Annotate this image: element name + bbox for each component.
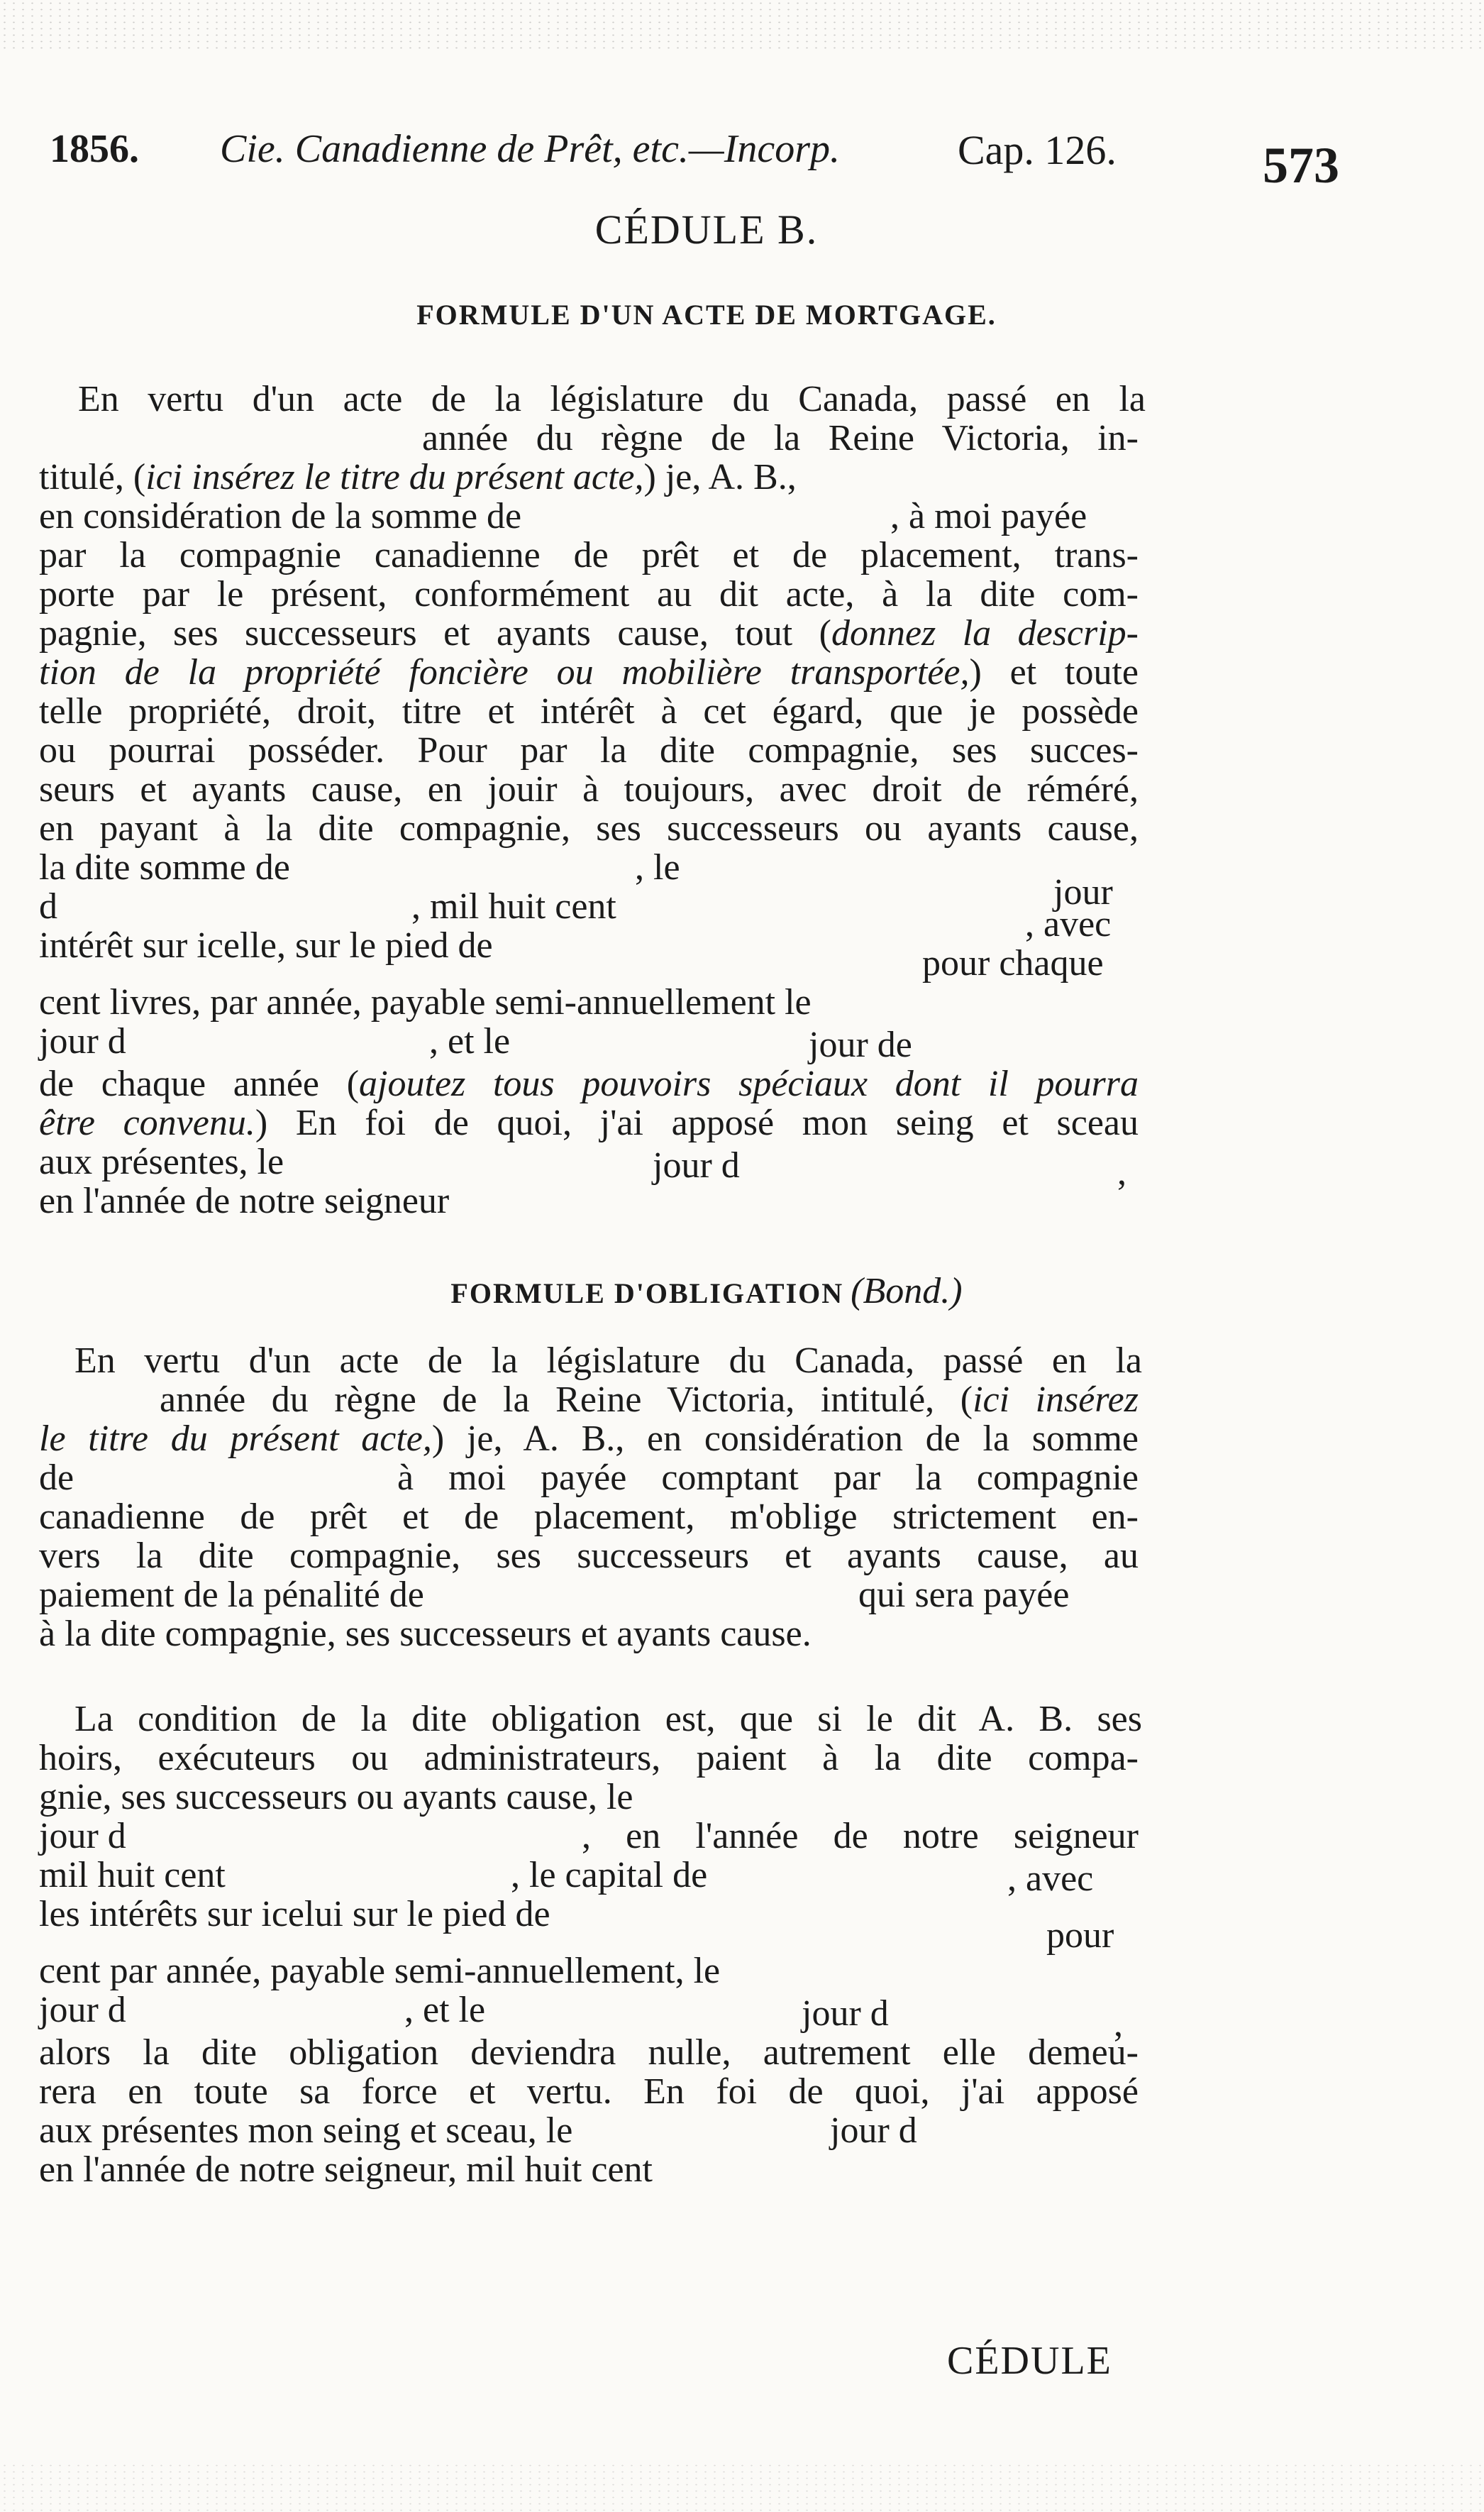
mortgage-line-4a: en considération de la somme de [39,496,522,536]
mortgage-line-20a: aux présentes, le [39,1142,284,1182]
bond-line-2: année du règne de la Reine Victoria, intitulé, (ici insérez [160,1379,1139,1420]
mortgage-line-20c: , [1117,1152,1126,1193]
condition-line-8b: , et le [404,1990,486,2030]
bond-line-1: En vertu d'un acte de la législature du Canada, passé en la [74,1340,1142,1381]
mortgage-line-14a: d [39,886,57,927]
condition-line-9: alors la dite obligation deviendra nulle, autrement elle demeu- [39,2032,1139,2073]
bond-heading-italic: (Bond.) [851,1271,963,1311]
mortgage-line-9: telle propriété, droit, titre et intérêt à cet égard, que je possède [39,691,1139,732]
mortgage-line-17b: , et le [429,1021,511,1062]
bond-line-5: canadienne de prêt et de placement, m'oblige strictement en- [39,1497,1139,1537]
mortgage-line-3-text-italic: ici insérez le titre du présent acte, [145,457,644,497]
condition-line-6b: pour [1046,1915,1114,1956]
mortgage-line-14c: , avec [1025,904,1112,944]
mortgage-line-19: être convenu.) En foi de quoi, j'ai apposé mon seing et sceau [39,1103,1139,1143]
mortgage-line-18: de chaque année (ajoutez tous pouvoirs spéciaux dont il pourra [39,1064,1139,1104]
header-year: 1856. [50,127,139,171]
mortgage-line-8: tion de la propriété foncière ou mobilière transportée,) et toute [39,652,1139,693]
condition-line-11b: jour d [830,2110,917,2151]
bond-line-3-italic: le titre du présent acte, [39,1418,432,1459]
condition-line-1: La condition de la dite obligation est, que si le dit A. B. ses [74,1699,1142,1739]
condition-line-4a: jour d [39,1816,126,1856]
condition-line-12: en l'année de notre seigneur, mil huit cent [39,2149,653,2190]
condition-line-3: gnie, ses successeurs ou ayants cause, le [39,1777,633,1817]
bond-line-6: vers la dite compagnie, ses successeurs et ayants cause, au [39,1536,1139,1576]
mortgage-line-4b: , à moi payée [890,496,1087,536]
header-chapter: Cap. 126. [958,127,1117,173]
condition-line-10: rera en toute sa force et vertu. En foi de quoi, j'ai apposé [39,2071,1139,2112]
header-title: Cie. Canadienne de Prêt, etc.—Incorp. [220,127,841,171]
mortgage-line-21: en l'année de notre seigneur [39,1181,450,1221]
mortgage-line-3 [39,458,797,497]
mortgage-line-6: porte par le présent, conformément au dit acte, à la dite com- [39,574,1139,615]
condition-line-8d: , [1114,2004,1123,2044]
mortgage-line-5: par la compagnie canadienne de prêt et de placement, trans- [39,535,1139,575]
condition-line-5b: , le capital de [511,1855,708,1895]
condition-line-6a: les intérêts sur icelui sur le pied de [39,1894,550,1934]
mortgage-line-11: seurs et ayants cause, en jouir à toujours, avec droit de réméré, [39,769,1139,810]
mortgage-line-20b: jour d [653,1145,740,1186]
bond-line-3: le titre du présent acte,) je, A. B., en considération de la somme [39,1418,1139,1459]
mortgage-heading: FORMULE D'UN ACTE DE MORTGAGE. [416,299,997,331]
condition-line-5c: , avec [1007,1858,1094,1899]
mortgage-line-17a: jour d [39,1021,126,1062]
bond-line-4b: à moi payée comptant par la compagnie [397,1458,1139,1498]
condition-line-8c: jour d [802,1993,889,2034]
mortgage-line-14b: , mil huit cent [411,886,616,927]
condition-line-11a: aux présentes mon seing et sceau, le [39,2110,573,2151]
mortgage-line-1: En vertu d'un acte de la législature du Canada, passé en la [78,379,1146,419]
bond-heading [0,1270,1449,1312]
condition-line-8a: jour d [39,1990,126,2030]
bottom-scan-noise [0,2462,1484,2512]
catchword: CÉDULE [947,2339,1112,2383]
mortgage-line-18-italic: ajoutez tous pouvoirs spéciaux dont il pourra [359,1064,1139,1104]
mortgage-line-13b: , le [635,847,680,888]
mortgage-line-3-text: titulé, (ici insérez le titre du présent acte,) je, A. B., [39,457,797,497]
mortgage-line-15b: pour chaque [922,943,1104,984]
bond-heading-text: FORMULE D'OBLIGATION [450,1277,844,1309]
mortgage-line-16: cent livres, par année, payable semi-annuellement le [39,982,812,1023]
mortgage-line-2: année du règne de la Reine Victoria, in- [422,418,1139,458]
mortgage-line-13c: jour [1053,872,1113,913]
top-scan-noise [0,0,1484,50]
page-number: 573 [1263,137,1339,194]
mortgage-line-10: ou pourrai posséder. Pour par la dite compagnie, ses succes- [39,730,1139,771]
bond-line-2-italic: ici insérez [973,1379,1139,1420]
mortgage-line-8-italic: tion de la propriété foncière ou mobilière transportée, [39,652,970,693]
bond-line-7a: paiement de la pénalité de [39,1575,424,1615]
mortgage-line-17c: jour de [809,1025,912,1065]
bond-line-7b: qui sera payée [858,1575,1070,1615]
schedule-title: CÉDULE B. [594,206,819,253]
bond-line-4a: de [39,1458,74,1498]
mortgage-line-19-italic: être convenu. [39,1103,255,1143]
mortgage-line-7: pagnie, ses successeurs et ayants cause, tout (donnez la descrip- [39,613,1139,654]
bond-line-8: à la dite compagnie, ses successeurs et ayants cause. [39,1614,812,1654]
condition-line-7: cent par année, payable semi-annuellement, le [39,1951,721,1991]
condition-line-5a: mil huit cent [39,1855,226,1895]
condition-line-2: hoirs, exécuteurs ou administrateurs, paient à la dite compa- [39,1738,1139,1778]
mortgage-line-12: en payant à la dite compagnie, ses successeurs ou ayants cause, [39,808,1139,849]
mortgage-line-13a: la dite somme de [39,847,290,888]
mortgage-line-15a: intérêt sur icelle, sur le pied de [39,925,493,966]
condition-line-4b: , en l'année de notre seigneur [582,1816,1139,1856]
mortgage-line-7-italic: donnez la descrip- [831,613,1139,654]
